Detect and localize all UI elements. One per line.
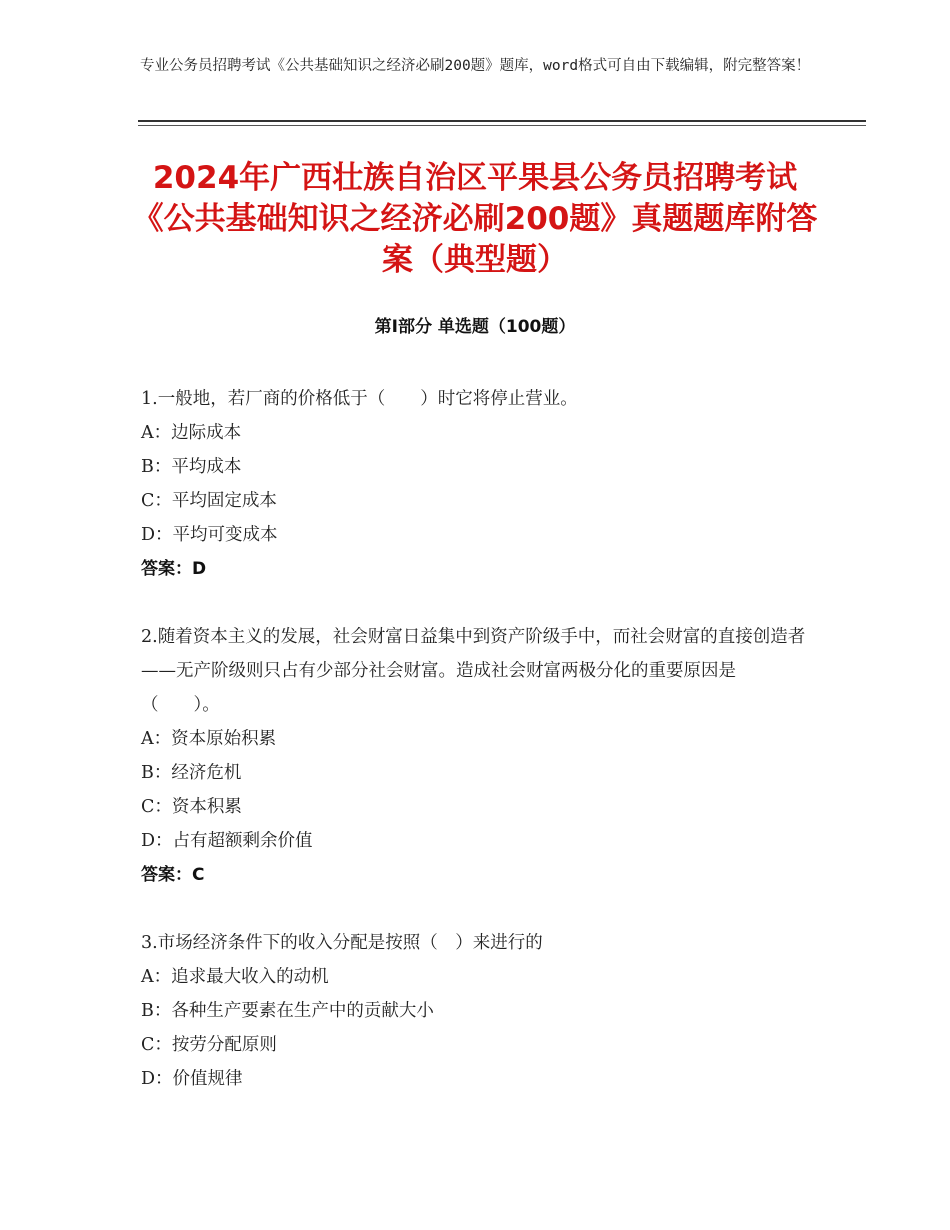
question-stem: 2.随着资本主义的发展，社会财富日益集中到资产阶级手中，而社会财富的直接创造者——无产阶级则只占有少部分社会财富。造成社会财富两极分化的重要原因是（ ）。	[141, 627, 806, 715]
answer-line: 答案：D	[141, 559, 207, 579]
question-stem: 3.市场经济条件下的收入分配是按照（ ）来进行的	[141, 933, 543, 953]
option-d: D：价值规律	[141, 1069, 243, 1089]
option-a: A：边际成本	[141, 423, 242, 443]
document-title: 2024年广西壮族自治区平果县公务员招聘考试《公共基础知识之经济必刷200题》真题题库附答案（典型题）	[132, 160, 818, 278]
header-note: 专业公务员招聘考试《公共基础知识之经济必刷200题》题库，word格式可自由下载编辑，附完整答案！	[140, 58, 811, 74]
section-title: 第Ⅰ部分 单选题（100题）	[374, 317, 576, 337]
option-b: B：经济危机	[141, 763, 242, 783]
header-divider-thin	[138, 125, 866, 126]
option-a: A：资本原始积累	[141, 729, 277, 749]
question-1	[141, 382, 811, 586]
question-3	[141, 926, 811, 1096]
option-b: B：各种生产要素在生产中的贡献大小	[141, 1001, 434, 1021]
header-divider-thick	[138, 120, 866, 122]
option-d: D：占有超额剩余价值	[141, 831, 313, 851]
answer-line: 答案：C	[141, 865, 205, 885]
option-a: A：追求最大收入的动机	[141, 967, 329, 987]
question-list	[141, 382, 811, 1130]
question-2	[141, 620, 811, 892]
option-c: C：平均固定成本	[141, 491, 277, 511]
option-c: C：按劳分配原则	[141, 1035, 277, 1055]
option-d: D：平均可变成本	[141, 525, 278, 545]
option-b: B：平均成本	[141, 457, 242, 477]
option-c: C：资本积累	[141, 797, 242, 817]
question-stem: 1.一般地，若厂商的价格低于（ ）时它将停止营业。	[141, 389, 578, 409]
